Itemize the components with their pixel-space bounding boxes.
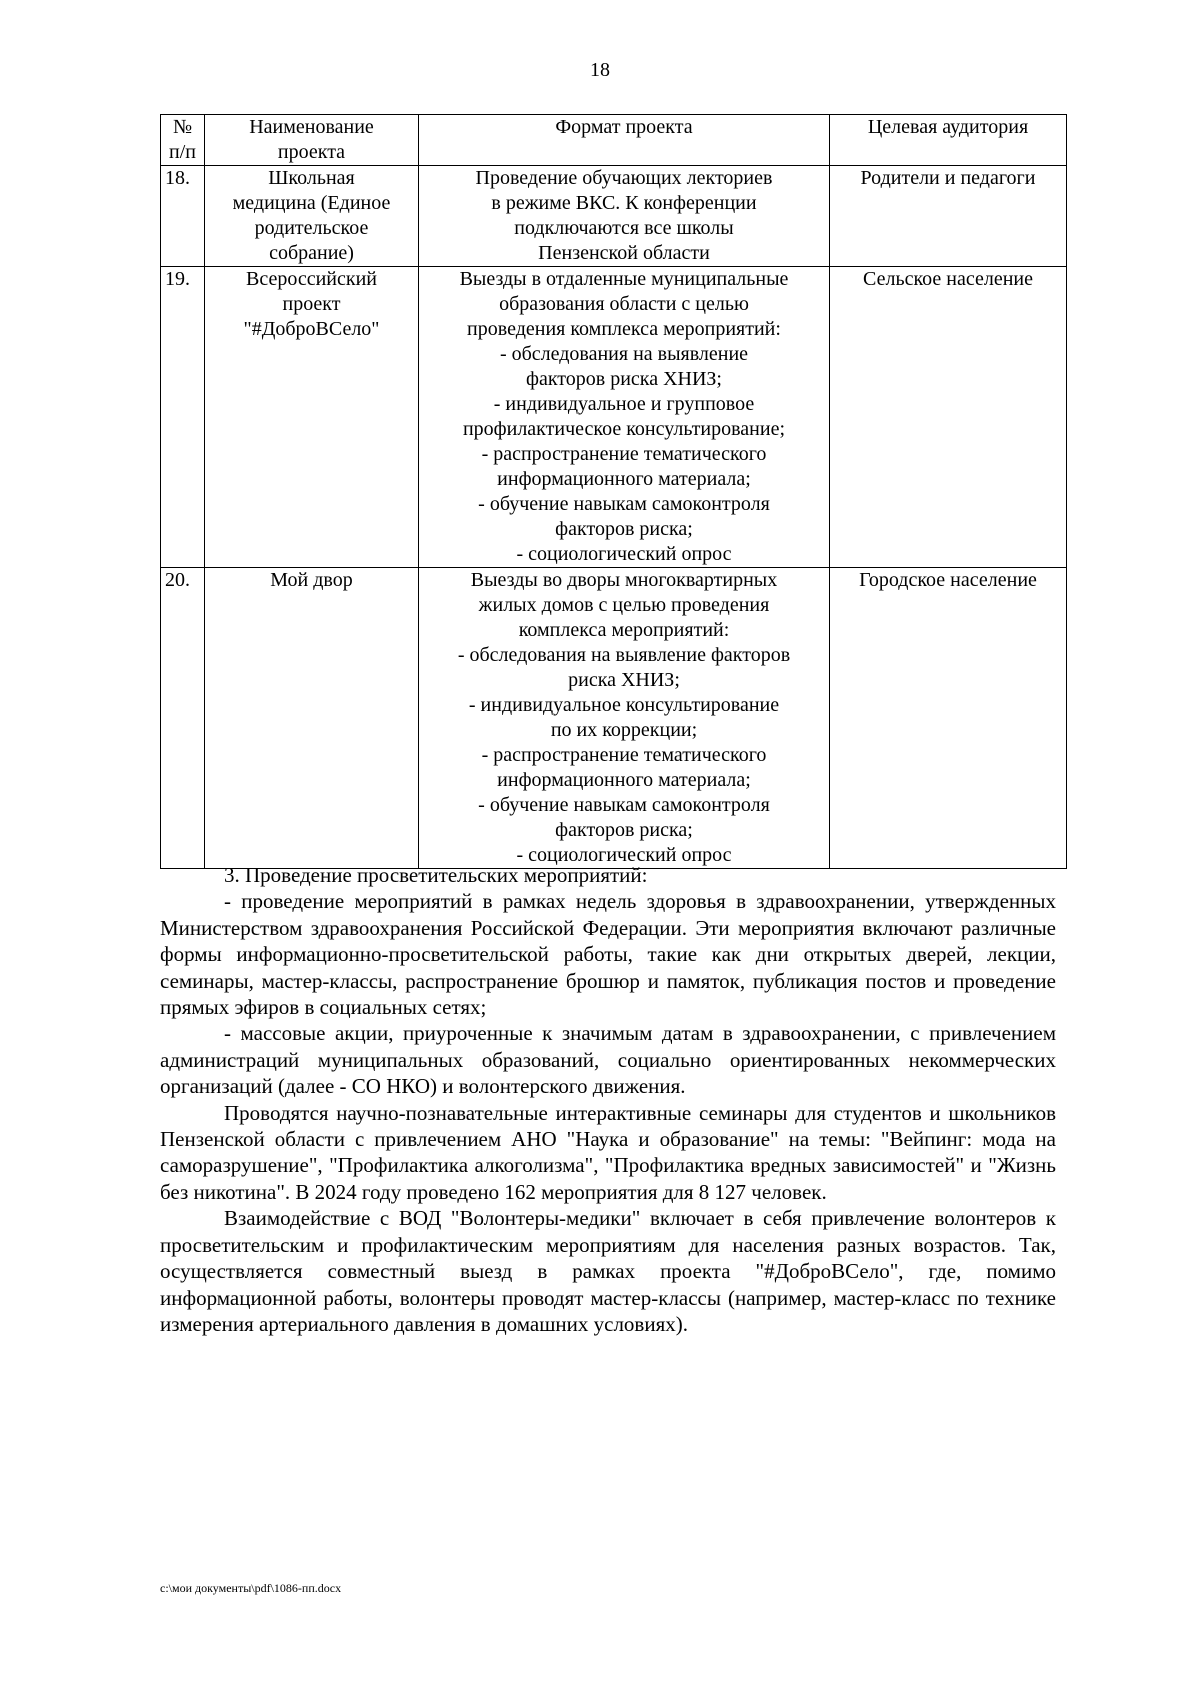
target-audience: Сельское население — [830, 267, 1067, 568]
table-header-row — [161, 115, 1067, 166]
paragraph: - массовые акции, приуроченные к значимым датам в здравоохранении, с привлечением администраций муниципальных образований, социально ориентированных некоммерческих организаций (далее - СО НКО) и волонтерского движения. — [160, 1021, 1056, 1099]
project-name: Мой двор — [205, 568, 419, 869]
project-format: Проведение обучающих лекториев в режиме ВКС. К конференции подключаются все школы Пензенской области — [419, 166, 830, 267]
row-number: 20. — [161, 568, 205, 869]
project-name: Всероссийский проект "#ДоброВСело" — [205, 267, 419, 568]
paragraph: - проведение мероприятий в рамках недель здоровья в здравоохранении, утвержденных Министерством здравоохранения Российской Федерации. Эти мероприятия включают различные формы информационно-просветительской работы, такие как дни открытых дверей, лекции, семинары, мастер-классы, распространение брошюр и памяток, публикация постов и проведение прямых эфиров в социальных сетях; — [160, 889, 1056, 1020]
header-number: № п/п — [161, 115, 205, 166]
footer-file-path: c:\мои документы\pdf\1086-пп.docx — [160, 1581, 342, 1595]
projects-table — [160, 114, 1067, 869]
header-audience: Целевая аудитория — [830, 115, 1067, 166]
body-text — [160, 862, 1056, 1337]
target-audience: Городское население — [830, 568, 1067, 869]
paragraph: Проводятся научно-познавательные интерактивные семинары для студентов и школьников Пензенской области с привлечением АНО "Наука и образование" на темы: "Вейпинг: мода на саморазрушение", "Профилактика алкоголизма", "Профилактика вредных зависимостей" и "Жизнь без никотина". В 2024 году проведено 162 мероприятия для 8 127 человек. — [160, 1100, 1056, 1204]
section-heading: 3. Проведение просветительских мероприятий: — [224, 863, 648, 887]
page-number: 18 — [590, 59, 610, 81]
table-row — [161, 568, 1067, 869]
row-number: 18. — [161, 166, 205, 267]
project-name: Школьная медицина (Единое родительское собрание) — [205, 166, 419, 267]
table-row — [161, 166, 1067, 267]
paragraph: Взаимодействие с ВОД "Волонтеры-медики" включает в себя привлечение волонтеров к просветительским и профилактическим мероприятиям для населения разных возрастов. Так, осуществляется совместный выезд в рамках проекта "#ДоброВСело", где, помимо информационной работы, волонтеры проводят мастер-классы (например, мастер-класс по технике измерения артериального давления в домашних условиях). — [160, 1206, 1056, 1336]
project-format: Выезды в отдаленные муниципальные образования области с целью проведения комплекса мероприятий: - обследования на выявление факторов риска ХНИЗ; - индивидуальное и групповое профилактическое консультирование; - распространение тематического информационного материала; - обучение навыкам самоконтроля факторов риска; - социологический опрос — [419, 267, 830, 568]
header-format: Формат проекта — [419, 115, 830, 166]
table-row — [161, 267, 1067, 568]
target-audience: Родители и педагоги — [830, 166, 1067, 267]
header-name: Наименование проекта — [205, 115, 419, 166]
project-format: Выезды во дворы многоквартирных жилых домов с целью проведения комплекса мероприятий: - обследования на выявление факторов риска ХНИЗ; - индивидуальное консультирование по их коррекции; - распространение тематического информационного материала; - обучение навыкам самоконтроля факторов риска; - социологический опрос — [419, 568, 830, 869]
row-number: 19. — [161, 267, 205, 568]
